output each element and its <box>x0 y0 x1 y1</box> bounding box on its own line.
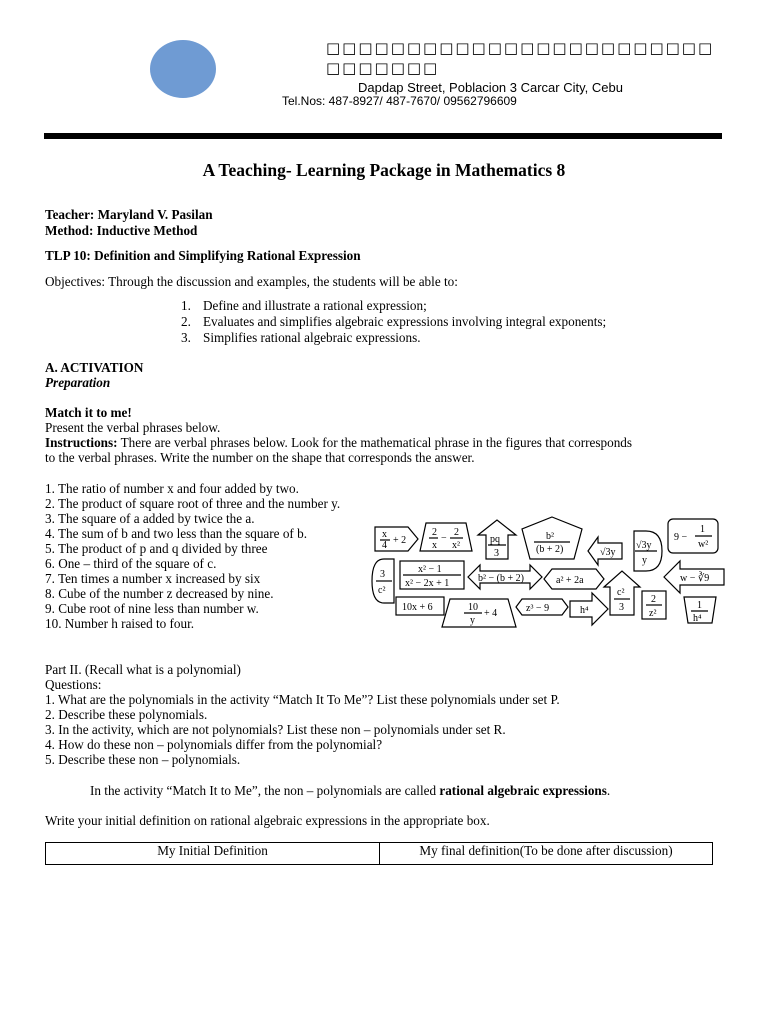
shape-d-sqrt3y-over-y <box>634 531 662 571</box>
school-logo <box>150 40 216 98</box>
shape-rect-9-minus <box>668 519 718 553</box>
svg-text:√3y: √3y <box>636 540 652 551</box>
activation-heading: A. ACTIVATION <box>45 360 144 375</box>
shape-left-arrow-w <box>664 561 724 593</box>
svg-text:4: 4 <box>382 540 387 551</box>
phrase-item: 2. The product of square root of three and the number y. <box>45 496 341 511</box>
phrase-item: 1. The ratio of number x and four added by two. <box>45 481 299 496</box>
school-address: Dapdap Street, Poblacion 3 Carcar City, Cebu <box>358 80 623 95</box>
shape-left-arrow-sqrt3y <box>588 537 622 565</box>
shape-pentagon-b-squared <box>522 517 582 559</box>
shape-right-arrow-h <box>570 593 608 625</box>
question-item: 4. How do these non – polynomials differ from the polynomial? <box>45 737 383 752</box>
phrase-item: 4. The sum of b and two less than the square of b. <box>45 526 307 541</box>
definition-table <box>45 842 713 865</box>
phrase-item: 6. One – third of the square of c. <box>45 556 217 571</box>
write-instruction: Write your initial definition on rational algebraic expressions in the appropriate box. <box>45 813 490 828</box>
present-line: Present the verbal phrases below. <box>45 420 221 435</box>
svg-text:a² + 2a: a² + 2a <box>556 575 584 586</box>
preparation-subheading: Preparation <box>45 375 111 390</box>
phrase-item: 10. Number h raised to four. <box>45 616 195 631</box>
instructions-line-2: to the verbal phrases. Write the number on the shape that corresponds the answer. <box>45 450 475 465</box>
svg-text:z³ − 9: z³ − 9 <box>526 603 550 614</box>
phrase-item: 9. Cube root of nine less than number w. <box>45 601 259 616</box>
svg-text:10x + 6: 10x + 6 <box>402 602 433 613</box>
svg-text:x² − 1: x² − 1 <box>418 564 442 575</box>
svg-text:1: 1 <box>700 524 705 535</box>
shape-up-arrow-pq <box>478 520 516 559</box>
svg-text:√3y: √3y <box>600 547 616 558</box>
question-item: 1. What are the polynomials in the activity “Match It To Me”? List these polynomials under set P. <box>45 692 560 707</box>
header-rule <box>44 133 722 139</box>
svg-text:c²: c² <box>617 587 625 598</box>
svg-text:2: 2 <box>432 527 437 538</box>
svg-text:(b + 2): (b + 2) <box>536 544 564 555</box>
svg-text:2: 2 <box>454 527 459 538</box>
svg-text:x: x <box>432 540 437 551</box>
shape-rect-x-squared-minus-1 <box>400 561 464 589</box>
questions-label: Questions: <box>45 677 102 692</box>
shape-d-3-over-c <box>372 559 394 603</box>
question-item: 5. Describe these non – polynomials. <box>45 752 241 767</box>
objective-item: 2. Evaluates and simplifies algebraic expressions involving integral exponents; <box>181 314 607 329</box>
svg-text:3: 3 <box>619 602 624 613</box>
phrase-item: 8. Cube of the number z decreased by nine. <box>45 586 274 601</box>
part2-heading: Part II. (Recall what is a polynomial) <box>45 662 241 677</box>
shape-double-arrow-b <box>468 565 542 589</box>
svg-text:+ 4: + 4 <box>484 608 498 619</box>
method-line: Method: Inductive Method <box>45 223 198 238</box>
match-title: Match it to me! <box>45 405 132 420</box>
shape-rect-10x-plus-6 <box>396 597 444 615</box>
svg-text:x²: x² <box>452 540 460 551</box>
question-item: 3. In the activity, which are not polynomials? List these non – polynomials under set R. <box>45 722 506 737</box>
svg-text:z²: z² <box>649 608 657 619</box>
shape-hexagon-a-squared <box>544 569 604 589</box>
svg-text:3: 3 <box>494 548 499 559</box>
school-name: □□□□□□□□□□□□□□□□□□□□□□□□□□□□□□□ <box>326 39 715 77</box>
conclusion-line: In the activity “Match It to Me”, the non – polynomials are called rational algebraic expressions. <box>90 783 611 798</box>
final-definition-cell[interactable]: My final definition(To be done after discussion) <box>380 843 713 865</box>
svg-text:c²: c² <box>378 585 386 596</box>
svg-text:y: y <box>642 555 647 566</box>
svg-text:w²: w² <box>698 539 709 550</box>
tlp-line: TLP 10: Definition and Simplifying Rational Expression <box>45 248 361 263</box>
svg-text:−: − <box>441 533 447 544</box>
svg-text:x² − 2x + 1: x² − 2x + 1 <box>405 578 450 589</box>
svg-text:1: 1 <box>697 600 702 611</box>
svg-text:h⁴: h⁴ <box>693 613 702 624</box>
shape-arrow-x-over-4 <box>375 527 418 551</box>
phrase-item: 7. Ten times a number x increased by six <box>45 571 261 586</box>
svg-text:x: x <box>382 529 387 540</box>
objective-item: 3. Simplifies rational algebraic expressions. <box>181 330 421 345</box>
phrase-item: 5. The product of p and q divided by three <box>45 541 268 556</box>
question-item: 2. Describe these polynomials. <box>45 707 208 722</box>
svg-text:2: 2 <box>651 594 656 605</box>
shape-trapezoid-1-over-h <box>684 597 716 624</box>
svg-text:b²: b² <box>546 531 554 542</box>
shape-rect-2-over-z <box>642 591 666 619</box>
svg-text:3: 3 <box>380 569 385 580</box>
svg-text:y: y <box>470 615 475 626</box>
svg-text:b² − (b + 2): b² − (b + 2) <box>478 573 524 584</box>
svg-text:pq: pq <box>490 534 500 545</box>
shape-up-arrow-c-squared <box>604 571 640 615</box>
phrase-item: 3. The square of a added by twice the a. <box>45 511 255 526</box>
svg-text:+ 2: + 2 <box>393 535 407 546</box>
svg-text:h⁴: h⁴ <box>580 605 589 616</box>
svg-text:9 −: 9 − <box>674 532 688 543</box>
teacher-line: Teacher: Maryland V. Pasilan <box>45 207 213 222</box>
svg-text:10: 10 <box>468 602 478 613</box>
svg-text:w − ∛9: w − ∛9 <box>680 573 710 584</box>
instructions-line: Instructions: There are verbal phrases below. Look for the mathematical phrase in the figures that corresponds <box>45 435 633 450</box>
shape-trapezoid-10-over-y <box>442 599 516 627</box>
school-telephone: Tel.Nos: 487-8927/ 487-7670/ 09562796609 <box>282 94 517 108</box>
shape-hexagon-z-cubed <box>516 599 568 615</box>
objectives-intro: Objectives: Through the discussion and examples, the students will be able to: <box>45 274 458 289</box>
objective-item: 1. Define and illustrate a rational expression; <box>181 298 427 313</box>
page-title: A Teaching- Learning Package in Mathematics 8 <box>202 160 566 180</box>
match-shapes <box>370 515 730 630</box>
shape-trapezoid-2-over-x <box>420 523 472 551</box>
initial-definition-cell[interactable]: My Initial Definition <box>46 843 380 865</box>
